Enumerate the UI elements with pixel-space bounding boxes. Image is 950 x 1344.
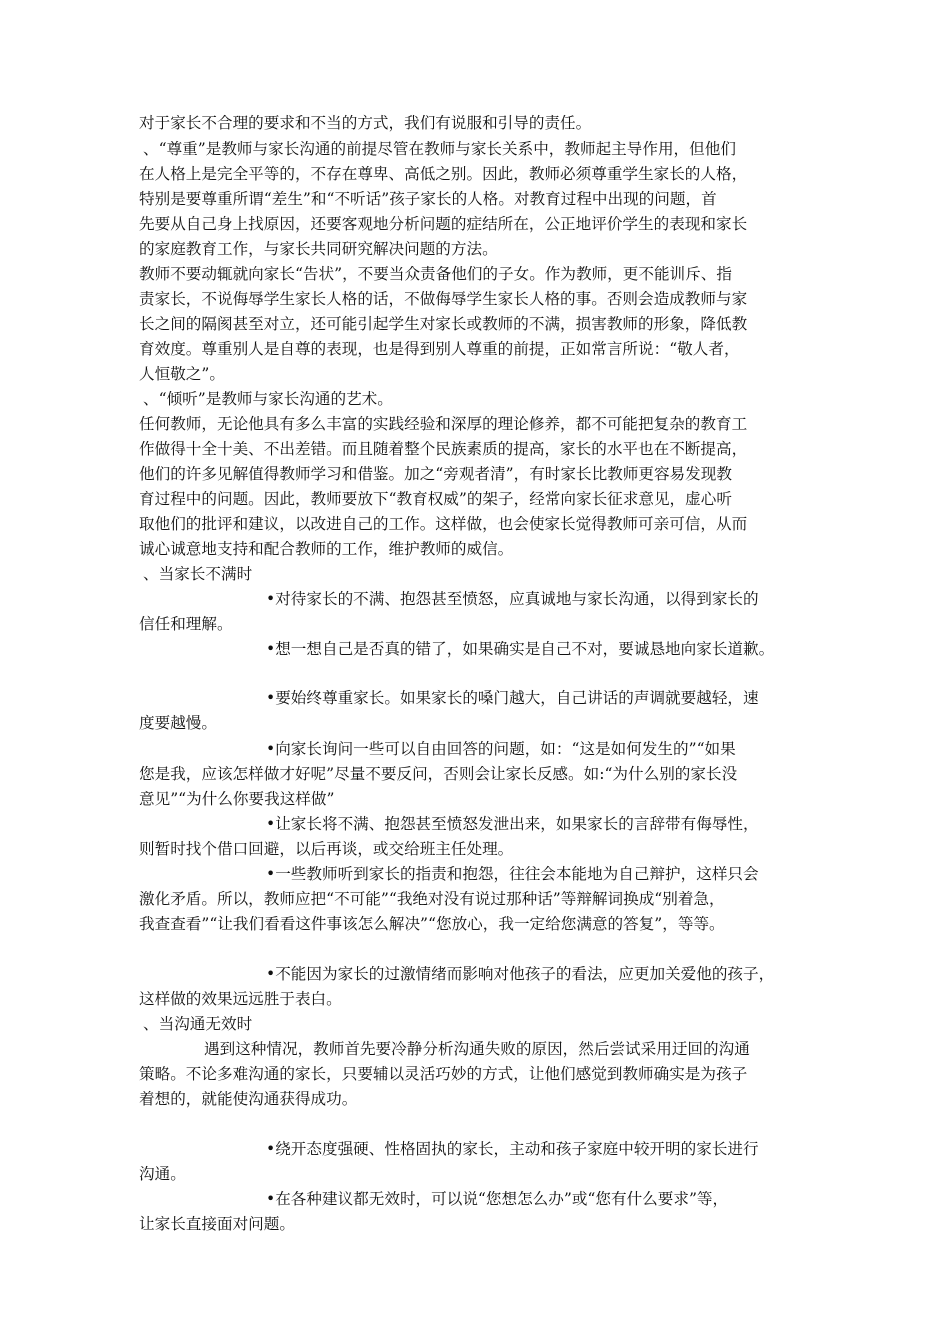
section-heading-listen: 、“倾听”是教师与家长沟通的艺术。 [143,390,393,408]
text-line: 在人格上是完全平等的，不存在尊卑、高低之别。因此，教师必须尊重学生家长的人格， [139,165,748,183]
section-heading-respect: 、“尊重”是教师与家长沟通的前提尽管在教师与家长关系中，教师起主导作用，但他们 [143,140,736,158]
text-line: 任何教师，无论他具有多么丰富的实践经验和深厚的理论修养，都不可能把复杂的教育工 [139,415,748,433]
section-heading-ineffective: 、当沟通无效时 [143,1015,253,1033]
text-line: 作做得十全十美、不出差错。而且随着整个民族素质的提高，家长的水平也在不断提高， [139,440,748,458]
bullet-line: •在各种建议都无效时，可以说“您想怎么办”或“您有什么要求”等， [266,1190,729,1208]
bullet-line: •一些教师听到家长的指责和抱怨，往往会本能地为自己辩护，这样只会 [266,865,759,883]
text-line: 这样做的效果远远胜于表白。 [139,990,342,1008]
text-line: 诚心诚意地支持和配合教师的工作，维护教师的威信。 [139,540,514,558]
text-line: 人恒敬之”。 [139,365,225,383]
bullet-line: •想一想自己是否真的错了，如果确实是自己不对，要诚恳地向家长道歉。 [266,640,775,658]
text-line: 教师不要动辄就向家长“告状”，不要当众责备他们的子女。作为教师，更不能训斥、指 [139,265,732,283]
text-line: 长之间的隔阂甚至对立，还可能引起学生对家长或教师的不满，损害教师的形象，降低教 [139,315,748,333]
text-line: 特别是要尊重所谓“差生”和“不听话”孩子家长的人格。对教育过程中出现的问题，首 [139,190,717,208]
bullet-line: •对待家长的不满、抱怨甚至愤怒，应真诚地与家长沟通，以得到家长的 [266,590,759,608]
text-line: 遇到这种情况，教师首先要冷静分析沟通失败的原因，然后尝试采用迂回的沟通 [204,1040,750,1058]
bullet-line: •让家长将不满、抱怨甚至愤怒发泄出来，如果家长的言辞带有侮辱性， [266,815,759,833]
text-line: 您是我，应该怎样做才好呢”尽量不要反问，否则会让家长反感。如:“为什么别的家长没 [139,765,738,783]
text-line: 他们的许多见解值得教师学习和借鉴。加之“旁观者清”，有时家长比教师更容易发现教 [139,465,732,483]
text-line: 的家庭教育工作，与家长共同研究解决问题的方法。 [139,240,498,258]
text-line: 让家长直接面对问题。 [139,1215,295,1233]
text-line: 取他们的批评和建议，以改进自己的工作。这样做，也会使家长觉得教师可亲可信，从而 [139,515,748,533]
text-line: 对于家长不合理的要求和不当的方式，我们有说服和引导的责任。 [139,114,592,132]
text-line: 信任和理解。 [139,615,233,633]
text-line: 先要从自己身上找原因，还要客观地分析问题的症结所在，公正地评价学生的表现和家长 [139,215,748,233]
text-line: 着想的，就能使沟通获得成功。 [139,1090,358,1108]
text-line: 我查查看”“让我们看看这件事该怎么解决”“您放心，我一定给您满意的答复”，等等。 [139,915,725,933]
text-line: 激化矛盾。所以，教师应把“不可能”“我绝对没有说过那种话”等辩解词换成“别着急， [139,890,725,908]
bullet-line: •要始终尊重家长。如果家长的嗓门越大，自己讲话的声调就要越轻，速 [266,689,759,707]
text-line: 意见”“为什么你要我这样做” [139,790,335,808]
text-line: 度要越慢。 [139,714,217,732]
bullet-line: •绕开态度强硬、性格固执的家长，主动和孩子家庭中较开明的家长进行 [266,1140,759,1158]
section-heading-dissatisfied: 、当家长不满时 [143,565,253,583]
text-line: 策略。不论多难沟通的家长，只要辅以灵活巧妙的方式，让他们感觉到教师确实是为孩子 [139,1065,748,1083]
bullet-line: •向家长询问一些可以自由回答的问题，如：“这是如何发生的”“如果 [266,740,736,758]
text-line: 责家长，不说侮辱学生家长人格的话，不做侮辱学生家长人格的事。否则会造成教师与家 [139,290,748,308]
text-line: 则暂时找个借口回避，以后再谈，或交给班主任处理。 [139,840,514,858]
bullet-line: •不能因为家长的过激情绪而影响对他孩子的看法，应更加关爱他的孩子， [266,965,775,983]
text-line: 沟通。 [139,1165,186,1183]
text-line: 育效度。尊重别人是自尊的表现，也是得到别人尊重的前提，正如常言所说：“敬人者， [139,340,740,358]
text-line: 育过程中的问题。因此，教师要放下“教育权威”的架子，经常向家长征求意见，虚心听 [139,490,732,508]
